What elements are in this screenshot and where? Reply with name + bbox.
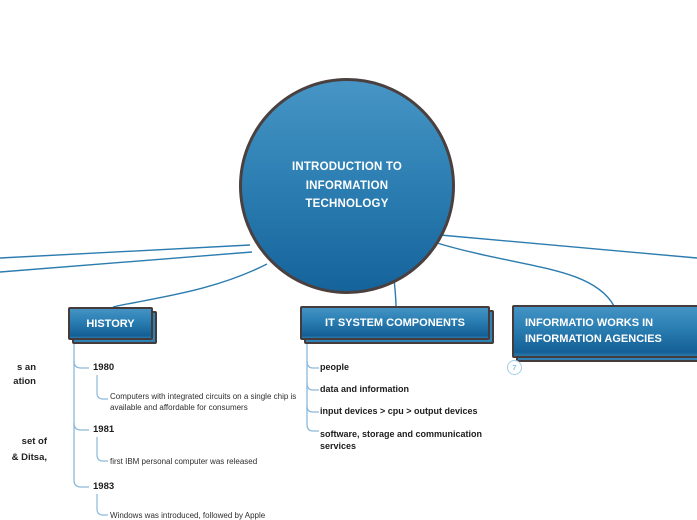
node-history[interactable] [68,307,153,340]
clipped-line: ation [13,375,36,387]
history-elbow-1981 [74,423,89,430]
node-data-information[interactable]: data and information [320,384,410,394]
elbow-1983-desc [97,494,108,515]
clipped-line: s an [16,362,36,373]
clipped-node-left-top[interactable] [0,361,36,388]
node-it-label: IT SYSTEM COMPONENTS [325,317,465,329]
elbow-1980-desc [97,375,108,399]
clipped-line: & Ditsa, [11,451,47,463]
root-topic-node[interactable] [239,78,455,294]
it-elbow-data [307,383,319,390]
node-year-1981[interactable]: 1981 [93,424,115,435]
node-history-label: HISTORY [86,317,135,330]
clipped-line: set of [21,436,47,447]
it-elbow-people [307,361,319,368]
it-elbow-input [307,406,319,412]
leaf-1983-desc[interactable]: Windows was introduced, followed by Apple [110,511,266,520]
clipped-node-left-bottom[interactable] [0,434,47,465]
root-topic-label: INTRODUCTION TO INFORMATION TECHNOLOGY [291,161,403,211]
leaf-1980-desc[interactable]: Computers with integrated circuits on a single chip is available and affordable for consumers [110,392,297,412]
node-info-agencies-label: INFORMATIO WORKS IN INFORMATION AGENCIES [525,316,662,345]
node-info-agencies[interactable] [512,305,697,358]
connector-history [113,264,267,307]
node-year-1980[interactable]: 1980 [93,362,115,373]
connector-info-agencies [437,243,614,306]
collapsed-children-badge[interactable]: 7 [507,360,522,375]
node-year-1983[interactable]: 1983 [93,481,115,492]
history-spine [74,340,89,487]
node-input-cpu-output[interactable]: input devices > cpu > output devices [320,406,478,416]
leaf-1981-desc[interactable]: first IBM personal computer was released [110,457,258,466]
node-it-system-components[interactable] [300,306,490,340]
node-software-storage[interactable]: software, storage and communication services [320,429,483,451]
it-spine [307,341,319,431]
history-elbow-1980 [74,361,89,368]
elbow-1981-desc [97,437,108,461]
node-people[interactable]: people [320,362,350,372]
connector-left-offscreen-2 [0,252,252,272]
connector-left-offscreen-1 [0,245,250,258]
connector-right-offscreen [440,235,697,258]
